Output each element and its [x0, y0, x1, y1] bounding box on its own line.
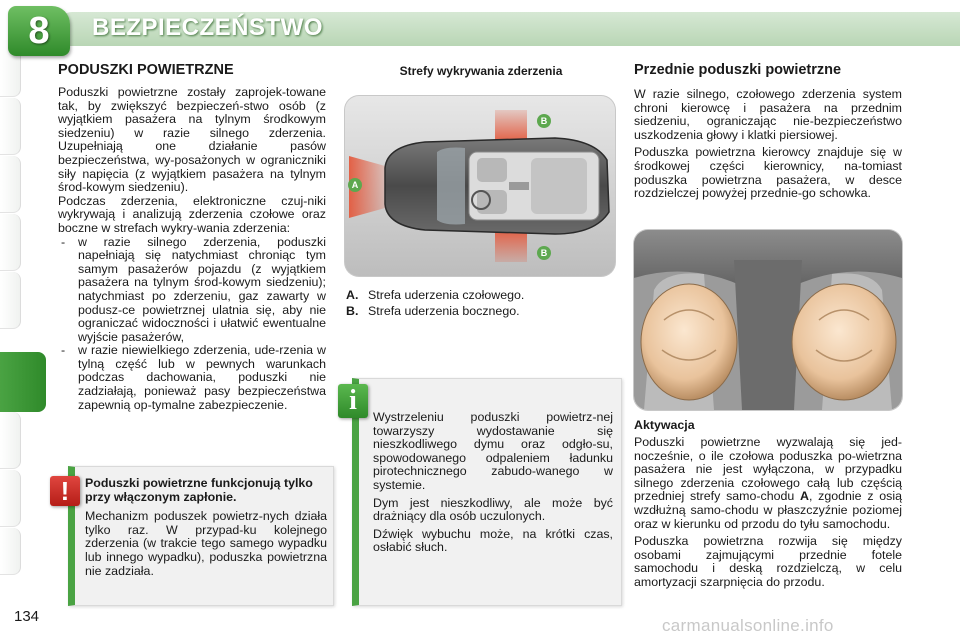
list-item: - w razie silnego zderzenia, poduszki napełniają się natychmiast chroniąc tym samym pasażerów pojazdu (z wyjątkiem pasażera na tylnym środ-kowym siedzeniu); natychmiast po zderzeniu, gaz zawarty w podusz-ce powietrznej ulatnia się, aby nie ograniczać widoczności i ułatwić ewentualne wyjście pasażerów,: [58, 236, 326, 345]
activation-section: [634, 418, 902, 590]
info-box: [352, 378, 622, 606]
car-topview-icon: [345, 96, 615, 276]
info-paragraph: Dźwięk wybuchu może, na krótki czas, osłabić słuch.: [373, 526, 613, 555]
legend-key: A.: [346, 288, 359, 302]
detection-paragraph: Podczas zderzenia, elektroniczne czuj-niki wykrywają i analizują zderzenia czołowe oraz boczne w strefach wykry-wania zderzenia:: [58, 193, 326, 235]
side-tab[interactable]: [0, 156, 21, 213]
list-item: - w razie niewielkiego zderzenia, ude-rzenia w tylną część lub w pewnych warunkach podczas dachowania, poduszki nie zadziałają, ponieważ pasy bezpieczeństwa zapewnią op-tymalne zabezpieczenie.: [58, 344, 326, 412]
activation-paragraph: [634, 436, 902, 531]
section-heading: PODUSZKI POWIETRZNE: [58, 62, 234, 78]
airbags-deployed-icon: [634, 230, 902, 410]
page-number: 134: [14, 608, 40, 625]
warning-icon: !: [50, 476, 80, 506]
legend-text: Strefa uderzenia bocznego.: [368, 304, 520, 318]
activation-text: , zgodnie z osią wzdłużną samo-chodu w płaszczyźnie poziomej oraz w kierunku od przodu do tyłu samochodu.: [634, 489, 902, 531]
zone-marker-b: B: [537, 246, 551, 260]
zone-marker-b: B: [537, 114, 551, 128]
side-tab[interactable]: [0, 470, 21, 527]
activation-heading: Aktywacja: [634, 418, 695, 432]
front-airbag-paragraph: W razie silnego, czołowego zderzenia system chroni kierowcę i pasażera na przednim siedzeniu, ograniczając nie-bezpieczeństwo uszkodzenia głowy i klatki piersiowej.: [634, 87, 902, 142]
legend-item: [346, 287, 616, 303]
warning-text: Mechanizm poduszek powietrz-nych działa tylko raz. W przypad-ku kolejnego zderzenia (w trakcie tego samego wypadku lub innego wypadku), poduszka powietrzna nie zadziała.: [85, 509, 327, 578]
left-column: [58, 62, 326, 412]
side-tab[interactable]: [0, 98, 21, 155]
front-airbags-figure: [634, 230, 902, 410]
side-tab[interactable]: [0, 214, 21, 271]
zone-reference: A: [800, 489, 809, 504]
watermark: carmanualsonline.info: [662, 616, 834, 635]
legend-text: Strefa uderzenia czołowego.: [368, 288, 525, 302]
warning-title: Poduszki powietrzne funkcjonują tylko przy włączonym zapłonie.: [85, 476, 313, 504]
location-paragraph: Poduszka powietrzna kierowcy znajduje się w środkowej części kierownicy, na-tomiast poduszka powietrzna pasażera, w desce rozdzielczej powyżej przednie-go schowka.: [634, 145, 902, 201]
info-paragraph: Wystrzeleniu poduszki powietrz-nej towarzyszy wydostawanie się nieszkodliwego dymu oraz odgło-su, spowodowanego odpaleniem ładunku pirotechnicznego zabudo-wanego w systemie.: [373, 410, 613, 492]
side-tab[interactable]: [0, 272, 21, 329]
legend-key: B.: [346, 304, 359, 318]
deployment-paragraph: Poduszka powietrzna rozwija się między osobami zajmującymi przednie fotele samochodu i deską rozdzielczą, w celu amortyzacji szarpnięcia do przodu.: [634, 534, 902, 589]
side-tab[interactable]: [0, 528, 21, 575]
crash-zone-figure: [345, 96, 615, 276]
figure-title: Strefy wykrywania zderzenia: [399, 64, 563, 78]
page-title: BEZPIECZEŃSTWO: [92, 14, 324, 41]
figure-legend: [346, 287, 616, 319]
info-icon: i: [338, 384, 368, 418]
chapter-badge: 8: [8, 6, 70, 56]
side-tab[interactable]: [0, 412, 21, 469]
legend-item: [346, 303, 616, 319]
warning-box: [68, 466, 334, 606]
right-column: [634, 62, 902, 201]
side-tab-active[interactable]: [0, 352, 46, 412]
info-paragraph: Dym jest nieszkodliwy, ale może być drażniący dla osób uczulonych.: [373, 495, 613, 524]
section-heading: Przednie poduszki powietrzne: [634, 62, 842, 78]
intro-paragraph: Poduszki powietrzne zostały zaprojek-towane tak, by zwiększyć bezpieczeń-stwo osób (z wyjątkiem pasażera na tylnym środkowym siedzeniu) w razie silnego zderzenia. Uzupełniają one działanie pasów bezpieczeństwa, wy-posażonych w ograniczniki siły napięcia (z wyjątkiem pasażera na tylnym środ-kowym siedzeniu).: [58, 85, 326, 195]
activation-text: Poduszki powietrzne wyzwalają się jed-nocześnie, o ile czołowa poduszka po-wietrzna pasażera nie jest wyłączona, w przypadku silnego zderzenia czołowego całą lub częścią przedniej strefy samo-chodu: [634, 435, 902, 504]
zone-marker-a: A: [348, 178, 362, 192]
